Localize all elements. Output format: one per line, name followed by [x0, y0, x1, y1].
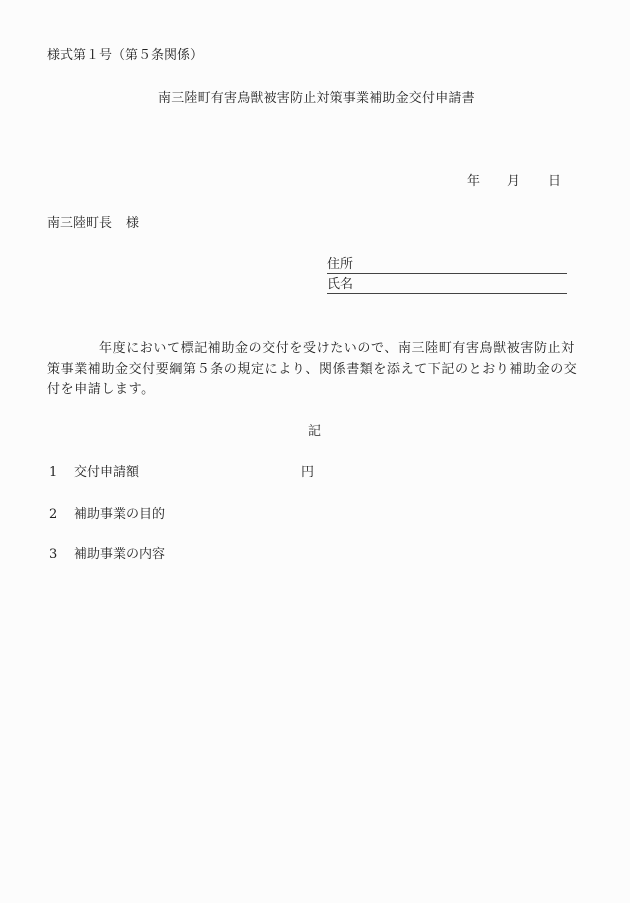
- name-label: 氏名: [327, 277, 354, 292]
- form-number: 様式第１号（第５条関係）: [47, 48, 204, 63]
- name-field[interactable]: [327, 277, 567, 294]
- date-year-label: 年: [467, 174, 481, 189]
- address-field[interactable]: [327, 257, 567, 274]
- addressee-honorific: 様: [126, 216, 140, 231]
- item-number: 1: [49, 465, 58, 480]
- application-body-text: 年度において標記補助金の交付を受けたいので、南三陸町有害鳥獣被害防止対策事業補助金交付要綱第５条の規定により、関係書類を添えて下記のとおり補助金の交付を申請します。: [47, 341, 578, 397]
- item-label: 補助事業の内容: [74, 547, 166, 562]
- item-number: 2: [49, 507, 58, 522]
- application-body: [47, 339, 583, 401]
- date-month-label: 月: [507, 174, 521, 189]
- ki-heading: 記: [308, 424, 322, 439]
- item-grant-amount: [49, 465, 139, 481]
- item-label: 補助事業の目的: [74, 507, 166, 522]
- date-day-label: 日: [548, 174, 562, 189]
- document-title: 南三陸町有害鳥獣被害防止対策事業補助金交付申請書: [158, 91, 475, 106]
- yen-unit: 円: [301, 465, 315, 480]
- item-content: [49, 547, 165, 563]
- item-label: 交付申請額: [74, 465, 140, 480]
- addressee-name: 南三陸町長: [47, 216, 113, 231]
- address-label: 住所: [327, 257, 354, 272]
- item-number: 3: [49, 547, 58, 562]
- item-purpose: [49, 507, 165, 523]
- addressee: [47, 216, 139, 232]
